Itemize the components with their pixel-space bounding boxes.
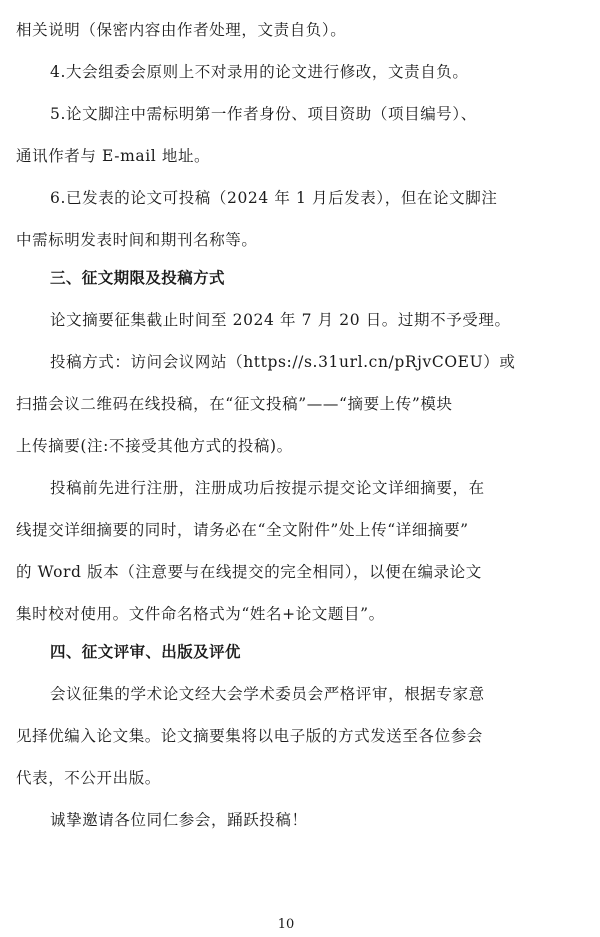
section-heading-4: 四、征文评审、出版及评优 <box>50 643 241 661</box>
text-line-deadline: 论文摘要征集截止时间至 2024 年 7 月 20 日。过期不予受理。 <box>50 311 511 329</box>
text-line-review-cont: 见择优编入论文集。论文摘要集将以电子版的方式发送至各位参会 <box>16 727 483 745</box>
text-line-item-5-cont: 通讯作者与 E-mail 地址。 <box>16 147 211 165</box>
text-line-submission-method: 投稿方式：访问会议网站（https://s.31url.cn/pRjvCOEU）或 <box>50 353 516 371</box>
text-line-item-4: 4.大会组委会原则上不对录用的论文进行修改，文责自负。 <box>50 63 469 81</box>
text-line-item-6-cont: 中需标明发表时间和期刊名称等。 <box>16 231 258 249</box>
text-line-word-version: 的 Word 版本（注意要与在线提交的完全相同），以便在编录论文 <box>16 563 482 581</box>
text-line-continuation: 相关说明（保密内容由作者处理，文责自负）。 <box>16 21 347 39</box>
text-line-registration: 投稿前先进行注册，注册成功后按提示提交论文详细摘要，在 <box>50 479 485 497</box>
text-line-item-6: 6.已发表的论文可投稿（2024 年 1 月后发表），但在论文脚注 <box>50 189 498 207</box>
text-line-invitation: 诚挚邀请各位同仁参会，踊跃投稿！ <box>50 811 308 829</box>
text-line-submission-method-cont: 扫描会议二维码在线投稿，在“征文投稿”——“摘要上传”模块 <box>16 395 453 413</box>
page-number: 10 <box>277 917 295 932</box>
section-heading-3: 三、征文期限及投稿方式 <box>50 269 225 287</box>
text-line-review: 会议征集的学术论文经大会学术委员会严格评审，根据专家意 <box>50 685 485 703</box>
text-line-registration-cont: 线提交详细摘要的同时，请务必在“全文附件”处上传“详细摘要” <box>16 521 469 539</box>
text-line-item-5: 5.论文脚注中需标明第一作者身份、项目资助（项目编号）、 <box>50 105 477 123</box>
text-line-submission-method-end: 上传摘要(注:不接受其他方式的投稿)。 <box>16 437 293 455</box>
text-line-review-end: 代表，不公开出版。 <box>16 769 161 787</box>
text-line-file-naming: 集时校对使用。文件命名格式为“姓名+论文题目”。 <box>16 605 385 623</box>
